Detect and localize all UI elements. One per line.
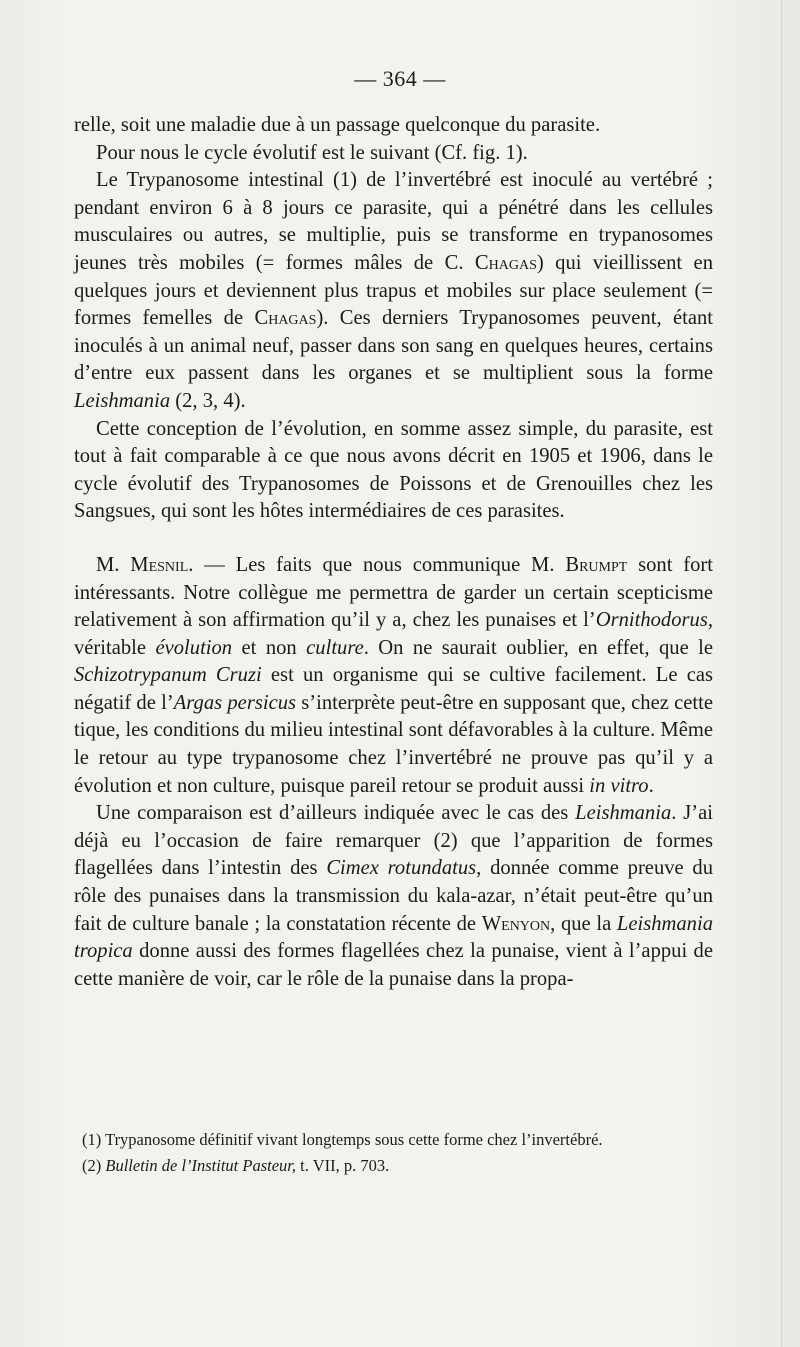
body-text xyxy=(74,112,713,993)
taxon-name: Cimex rotundatus xyxy=(326,857,477,880)
text-run: . On ne saurait oublier, en effet, que le xyxy=(363,636,713,659)
paragraph-cycle-description xyxy=(74,167,713,415)
footnote-2 xyxy=(78,1156,710,1176)
text-run: est un organisme qui se cultive facilement. Le cas négatif de l’ xyxy=(74,664,714,714)
speaker-name: Mesnil xyxy=(130,553,189,576)
taxon-name: Ornithodorus xyxy=(595,609,708,632)
emphasis: évolution xyxy=(155,636,233,659)
emphasis: culture xyxy=(306,636,364,659)
paragraph-cycle-intro: Pour nous le cycle évolutif est le suivant (Cf. fig. 1). xyxy=(96,141,528,164)
text-run: Une comparaison est d’ailleurs indiquée avec le cas des xyxy=(96,802,576,825)
text-run: (2) xyxy=(82,1156,106,1175)
text-run: sont fort intéressants. Notre collègue me permettra de garder un certain scepticisme relativement à son affirmation qu’il y a, chez les punaises et l’ xyxy=(74,553,713,632)
author-name: Wenyon xyxy=(481,912,551,935)
text-run: M. xyxy=(96,553,131,576)
text-run: t. VII, p. 703. xyxy=(296,1156,390,1175)
text-run: , que la xyxy=(550,912,617,935)
text-run: s’interprète peut-être en supposant que, chez cette tique, les conditions du milieu intestinal sont défavorables à la culture. Même le retour au type trypanosome chez l’invertébré ne prouve pas qu’il y a évolution et non culture, puisque pareil retour se produit aussi xyxy=(74,691,713,797)
paragraph-comparison: Cette conception de l’évolution, en somme assez simple, du parasite, est tout à fait comparable à ce que nous avons décrit en 1905 et 1906, dans le cycle évolutif des Trypanosomes de Poissons et de Grenouilles chez les Sangsues, qui sont les hôtes intermédiaires de ces parasites. xyxy=(74,417,713,523)
text-run: Le Trypanosome intestinal (1) de l’invertébré est inoculé au vertébré ; pendant environ 6 à 8 jours ce parasite, qui a pénétré dans les cellules musculaires ou autres, se multiplie, puis se transforme en trypanosomes jeunes très mobiles (= formes mâles de C. xyxy=(74,169,713,274)
paragraph-continuation: relle, soit une maladie due à un passage quelconque du parasite. xyxy=(74,114,601,136)
taxon-name: Schizotrypanum Cruzi xyxy=(74,664,262,687)
paragraph-leishmania-comparison xyxy=(74,800,713,993)
paragraph-mesnil-remarks xyxy=(74,552,713,800)
text-run: donne aussi des formes flagellées chez la punaise, vient à l’appui de cette manière de voir, car le rôle de la punaise dans la propa- xyxy=(74,940,713,990)
author-name: Chagas xyxy=(254,307,317,330)
taxon-name: Leishmania xyxy=(74,389,171,412)
text-run: et non xyxy=(232,636,307,659)
taxon-name: Leishmania xyxy=(575,802,672,825)
page-edge xyxy=(781,0,782,1347)
emphasis: in vitro xyxy=(589,774,649,797)
text-run: . xyxy=(648,774,654,797)
footnotes xyxy=(78,1130,710,1180)
text-run: (2, 3, 4). xyxy=(170,389,246,412)
citation-title: Bulletin de l’Institut Pasteur, xyxy=(105,1156,297,1175)
taxon-name: Argas persicus xyxy=(173,691,297,714)
text-run: ) qui vieillissent en quelques jours et deviennent plus trapus et mobiles sur place seulement (= formes femelles de xyxy=(74,251,713,330)
author-name: Brumpt xyxy=(565,553,628,576)
page-number: — 364 — xyxy=(354,66,446,91)
text-run: . — Les faits que nous communique M. xyxy=(188,553,566,576)
text-run: . J’ai déjà eu l’occasion de faire remarquer (2) que l’apparition de formes flagellées dans l’intestin des xyxy=(74,802,713,880)
taxon-name: Leishmania tropica xyxy=(74,912,713,963)
text-run: , véritable xyxy=(74,609,713,659)
footnote-1: (1) Trypanosome définitif vivant longtemps sous cette forme chez l’invertébré. xyxy=(82,1130,603,1149)
author-name: Chagas xyxy=(474,251,537,274)
text-run: , donnée comme preuve du rôle des punaises dans la transmission du kala-azar, n’était peut-être qu’un fait de culture banale ; la constatation récente de xyxy=(74,857,714,935)
text-run: ). Ces derniers Trypanosomes peuvent, étant inoculés à un animal neuf, passer dans son sang en quelques heures, certains d’entre eux passent dans les organes et se multiplient sous la forme xyxy=(74,307,713,385)
